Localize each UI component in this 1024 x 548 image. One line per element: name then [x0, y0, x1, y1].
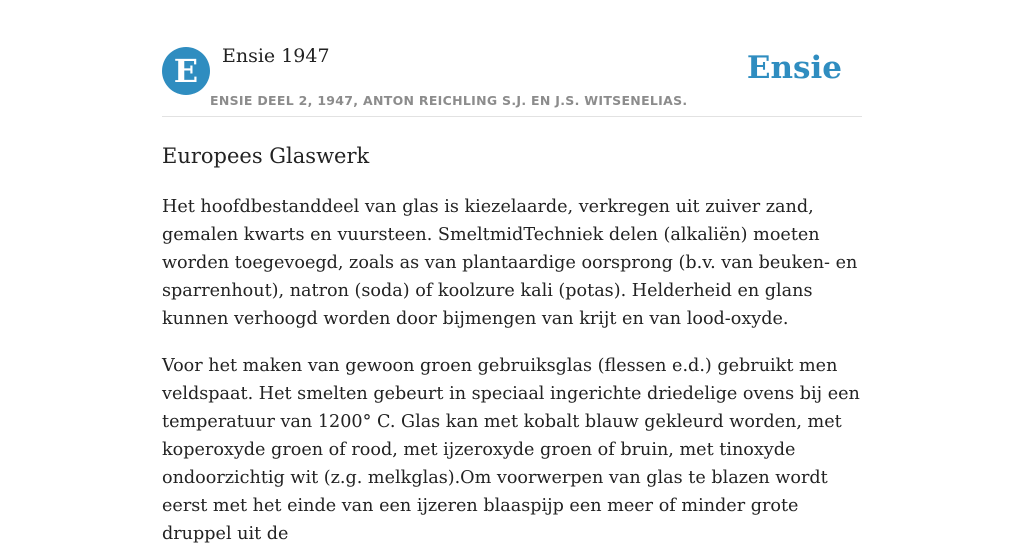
brand-logo[interactable]: Ensie: [746, 50, 842, 86]
header: [162, 0, 862, 117]
site-title[interactable]: Ensie 1947: [222, 45, 330, 67]
logo-e-icon[interactable]: E: [162, 47, 210, 95]
source-subtitle[interactable]: ENSIE DEEL 2, 1947, ANTON REICHLING S.J. EN J.S. WITSENELIAS.: [210, 93, 688, 108]
content: [162, 0, 862, 548]
article-title: Europees Glaswerk: [162, 144, 370, 168]
article-paragraph-1: Het hoofdbestanddeel van glas is kiezelaarde, verkregen uit zuiver zand, gemalen kwarts en vuursteen. SmeltmidTechniek delen (alkaliën) moeten worden toegevoegd, zoals as van plantaardige oorsprong (b.v. van beuken- en sparrenhout), natron (soda) of koolzure kali (potas). Helderheid en glans kunnen verhoogd worden door bijmengen van krijt en van lood-oxyde.: [162, 197, 858, 329]
article-paragraph-2: Voor het maken van gewoon groen gebruiksglas (flessen e.d.) gebruikt men veldspaat. Het smelten gebeurt in speciaal ingerichte driedelige ovens bij een temperatuur van 1200° C. Glas kan met kobalt blauw gekleurd worden, met koperoxyde groen of rood, met ijzeroxyde groen of bruin, met tinoxyde ondoorzichtig wit (z.g. melkglas).Om voorwerpen van glas te blazen wordt eerst met het einde van een ijzeren blaaspijp een meer of minder grote druppel uit de: [162, 356, 860, 544]
